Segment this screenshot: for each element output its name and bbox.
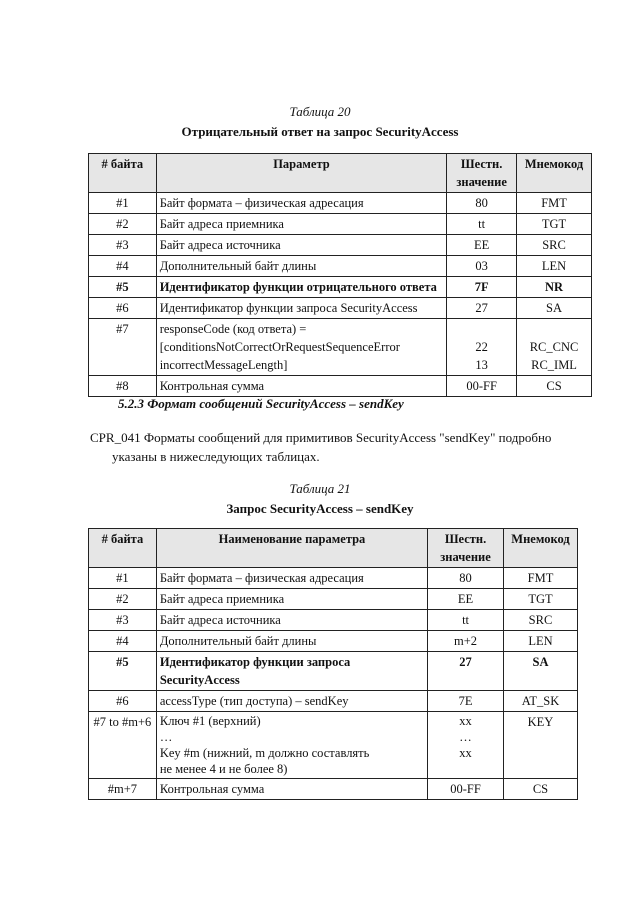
table-row — [89, 589, 578, 610]
cell-mnem-line: RC_CNC — [529, 340, 579, 354]
cell-byte: #5 — [89, 652, 157, 691]
cell-mnem: TGT — [504, 589, 578, 610]
table21-header-row — [89, 529, 578, 568]
cell-param-line: не менее 4 и не более 8) — [159, 762, 288, 776]
table21-header-hex: Шестн. значение — [428, 529, 504, 568]
cell-hex: 27 — [447, 298, 517, 319]
cell-param-line: … — [159, 730, 173, 744]
table-row — [89, 779, 578, 800]
table-row — [89, 298, 592, 319]
cell-hex: 7E — [428, 691, 504, 712]
table-row — [89, 652, 578, 691]
table21-title: Запрос SecurityAccess – sendKey — [226, 501, 414, 516]
cell-hex: 7F — [447, 277, 517, 298]
cell-param: accessType (тип доступа) – sendKey — [156, 691, 427, 712]
cell-param: Байт формата – физическая адресация — [156, 193, 447, 214]
cell-mnem: CS — [517, 376, 592, 397]
cell-param: Байт адреса источника — [156, 235, 447, 256]
table-row — [89, 691, 578, 712]
table-row — [89, 235, 592, 256]
cell-byte: #8 — [89, 376, 157, 397]
cell-param: Байт адреса источника — [156, 610, 427, 631]
cell-mnem: KEY — [504, 712, 578, 779]
cell-byte: #3 — [89, 610, 157, 631]
table20-header-byte: # байта — [89, 154, 157, 193]
cell-param — [156, 712, 427, 779]
table-row — [89, 712, 578, 779]
table20-header-hex: Шестн. значение — [447, 154, 517, 193]
cell-hex: 80 — [447, 193, 517, 214]
cell-mnem: LEN — [504, 631, 578, 652]
cell-hex: EE — [447, 235, 517, 256]
cell-param — [156, 319, 447, 376]
table-row — [89, 376, 592, 397]
table-row — [89, 277, 592, 298]
cell-param-line: responseCode (код ответа) = — [159, 322, 307, 336]
cell-mnem: FMT — [504, 568, 578, 589]
table20-header-mnem: Мнемокод — [517, 154, 592, 193]
cell-mnem: LEN — [517, 256, 592, 277]
cell-param-line: Ключ #1 (верхний) — [159, 714, 261, 728]
cell-byte: #4 — [89, 256, 157, 277]
cell-hex-line: 13 — [475, 358, 488, 372]
cell-param-line: SecurityAccess — [159, 673, 240, 687]
cell-byte: #3 — [89, 235, 157, 256]
cell-param: Контрольная сумма — [156, 779, 427, 800]
cell-byte: #2 — [89, 214, 157, 235]
cell-param: Идентификатор функции запроса SecurityAccess — [156, 298, 447, 319]
cell-mnem: AT_SK — [504, 691, 578, 712]
cell-param: Идентификатор функции отрицательного ответа — [156, 277, 447, 298]
cell-mnem: TGT — [517, 214, 592, 235]
cell-param — [156, 652, 427, 691]
cell-byte: #m+7 — [89, 779, 157, 800]
cell-mnem: SRC — [517, 235, 592, 256]
cell-mnem — [517, 319, 592, 376]
cell-byte: #7 — [89, 319, 157, 376]
cell-mnem: SA — [517, 298, 592, 319]
cell-hex: 03 — [447, 256, 517, 277]
cell-param: Байт адреса приемника — [156, 589, 427, 610]
table21-header-mnem: Мнемокод — [504, 529, 578, 568]
cell-hex: 80 — [428, 568, 504, 589]
cell-byte: #6 — [89, 298, 157, 319]
table21 — [88, 528, 578, 800]
cell-hex-line: 22 — [475, 340, 488, 354]
cell-byte: #7 to #m+6 — [89, 712, 157, 779]
cell-hex-line: xx — [459, 746, 472, 760]
cell-mnem: SA — [504, 652, 578, 691]
table20-title: Отрицательный ответ на запрос SecurityAccess — [181, 124, 459, 139]
cell-hex: tt — [447, 214, 517, 235]
cell-hex-line: xx — [459, 714, 472, 728]
table20-number: Таблица 20 — [289, 104, 351, 119]
cell-param-line: [conditionsNotCorrectOrRequestSequenceError — [159, 340, 400, 354]
table21-header-param: Наименование параметра — [156, 529, 427, 568]
cell-mnem: SRC — [504, 610, 578, 631]
table-row — [89, 631, 578, 652]
table-row — [89, 319, 592, 376]
table21-number: Таблица 21 — [289, 481, 351, 496]
cell-byte: #1 — [89, 193, 157, 214]
cell-hex-line: … — [459, 730, 472, 744]
cell-mnem: NR — [517, 277, 592, 298]
table20-header-param: Параметр — [156, 154, 447, 193]
table-row — [89, 214, 592, 235]
cell-param: Контрольная сумма — [156, 376, 447, 397]
cell-hex: 27 — [428, 652, 504, 691]
paragraph-line: указаны в нижеследующих таблицах. — [112, 449, 320, 464]
cell-byte: #6 — [89, 691, 157, 712]
table20 — [88, 153, 592, 397]
table21-header-byte: # байта — [89, 529, 157, 568]
table-row — [89, 256, 592, 277]
cell-hex: EE — [428, 589, 504, 610]
cell-hex — [428, 712, 504, 779]
cell-byte: #1 — [89, 568, 157, 589]
cell-param-line: incorrectMessageLength] — [159, 358, 288, 372]
table-row — [89, 610, 578, 631]
cell-param-line: Идентификатор функции запроса — [159, 655, 351, 669]
cell-byte: #4 — [89, 631, 157, 652]
cell-byte: #5 — [89, 277, 157, 298]
table20-header-row — [89, 154, 592, 193]
cell-mnem-line: RC_IML — [531, 358, 577, 372]
cell-param: Дополнительный байт длины — [156, 256, 447, 277]
section-heading: 5.2.3 Формат сообщений SecurityAccess – sendKey — [118, 396, 404, 411]
table-row — [89, 193, 592, 214]
cell-param: Байт адреса приемника — [156, 214, 447, 235]
cell-param-line: Key #m (нижний, m должно составлять — [159, 746, 370, 760]
table-row — [89, 568, 578, 589]
cell-param: Дополнительный байт длины — [156, 631, 427, 652]
cell-hex: m+2 — [428, 631, 504, 652]
paragraph-line: CPR_041 Форматы сообщений для примитивов SecurityAccess "sendKey" подробно — [90, 430, 552, 445]
section-paragraph — [90, 428, 570, 466]
cell-hex: 00-FF — [447, 376, 517, 397]
cell-hex — [447, 319, 517, 376]
cell-byte: #2 — [89, 589, 157, 610]
cell-mnem: CS — [504, 779, 578, 800]
cell-mnem: FMT — [517, 193, 592, 214]
cell-hex: tt — [428, 610, 504, 631]
cell-hex: 00-FF — [428, 779, 504, 800]
cell-param: Байт формата – физическая адресация — [156, 568, 427, 589]
